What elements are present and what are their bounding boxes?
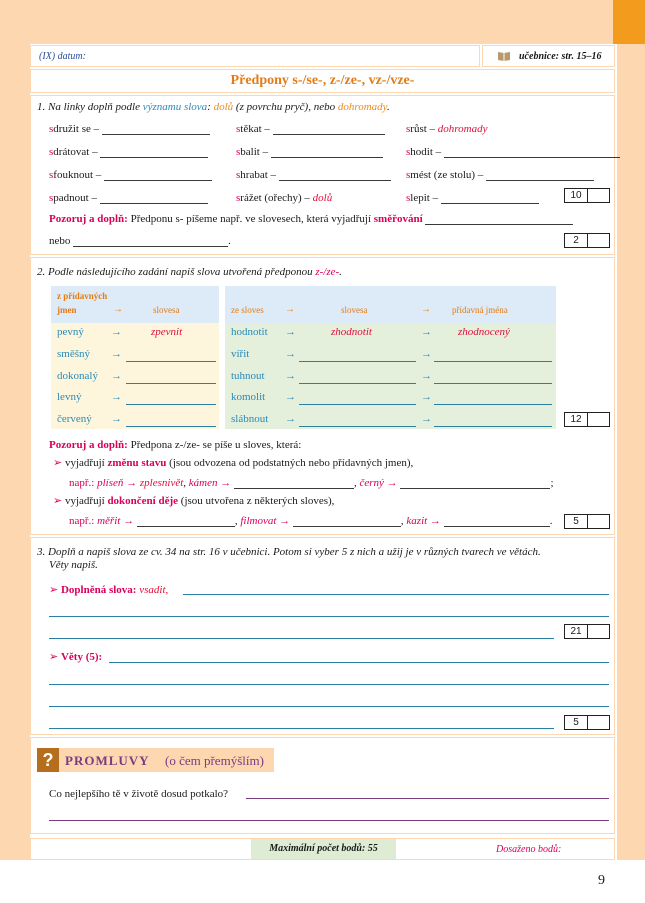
ex3-instruction-l1: 3. Doplň a napiš slova ze cv. 34 na str. 16 v učebnici. Potom si vyber 5 z nich a užij je v různých tvarech ve větách. — [37, 546, 541, 558]
ex1-item — [236, 192, 381, 204]
ex1-item-word: lepit – — [410, 192, 439, 204]
ex1-note-or: nebo — [49, 235, 71, 247]
ex2-instruction — [37, 266, 342, 278]
ex2-left-blank[interactable] — [126, 383, 216, 384]
right-arrow-icon: → — [111, 413, 122, 425]
top-margin-band — [0, 0, 645, 44]
right-arrow-icon: → — [421, 348, 432, 360]
ex2-prefix: z-/ze- — [315, 266, 340, 278]
ex1-item-prefix: s — [406, 146, 411, 158]
bullet-arrow-icon: ➢ — [53, 495, 63, 507]
ex1-item-blank[interactable] — [104, 169, 212, 181]
date-box — [30, 45, 480, 67]
ex1-item-blank[interactable] — [438, 123, 546, 135]
ex2-instr: 2. Podle následujícího zadání napiš slova utvořená předponou — [37, 266, 313, 278]
ex2-example-2: např.: měřit → , filmovat → , kazit → . — [69, 515, 553, 527]
ex1-item — [406, 146, 620, 158]
ex2-b1-pre: vyjadřují — [64, 457, 105, 469]
ex1-item-prefix: s — [49, 123, 54, 135]
ex1-note — [49, 213, 573, 225]
ex2-right-head-arrow-1: → — [285, 304, 295, 315]
ex1-opt2: dohromady — [337, 101, 387, 113]
ex1-item-blank[interactable] — [273, 123, 385, 135]
ex2-left-blank[interactable] — [126, 404, 216, 405]
ex2-left-head-2: jmen — [57, 305, 77, 315]
right-margin-band — [617, 44, 645, 860]
right-arrow-icon: → — [111, 370, 122, 382]
ex2-left-head-arrow: → — [113, 304, 123, 315]
ex1-item-word: balit – — [240, 146, 269, 158]
ex1-note-word: směřování — [373, 213, 423, 225]
ex2-right-blank-adj[interactable] — [434, 383, 552, 384]
ex2-left-blank[interactable] — [126, 361, 216, 362]
ex2-right-answer-verb: zhodnotit — [331, 326, 372, 338]
ex2-ex2-a: měřit → — [97, 515, 135, 527]
ex1-note-end — [49, 235, 231, 247]
page-number: 9 — [598, 873, 605, 888]
ex1-item — [236, 169, 391, 181]
ex1-item-prefix: s — [49, 169, 54, 181]
ex1-note-blank-1[interactable] — [425, 213, 573, 225]
ex2-left-table-header — [51, 286, 219, 323]
ex1-item-blank[interactable] — [444, 146, 620, 158]
ex1-note-text: Předponu s- píšeme např. ve slovesech, která vyjadřují — [130, 213, 371, 225]
ex1-item-word: padnout – — [53, 192, 97, 204]
title-box — [30, 69, 615, 93]
ex2-note-text: Předpona z-/ze- se píše u sloves, která: — [130, 439, 302, 451]
ex1-instr-b: významu slova — [142, 101, 208, 113]
ex2-left-word: směšný — [57, 348, 90, 360]
ex3-label-sentences: Věty (5): — [60, 651, 103, 663]
ex3-line-1[interactable] — [183, 594, 609, 595]
right-arrow-icon: → — [111, 348, 122, 360]
ex1-item — [406, 169, 594, 181]
right-arrow-icon: → — [421, 413, 432, 425]
ex1-item-prefix: s — [49, 146, 54, 158]
right-arrow-icon: → — [421, 391, 432, 403]
ex1-instr-c: : — [207, 101, 211, 113]
ex2-right-table-header — [225, 286, 556, 323]
ex1-item-word: mést (ze stolu) – — [410, 169, 484, 181]
ex3-score-box-1 — [564, 624, 610, 639]
ex1-item-word: družit se – — [53, 123, 100, 135]
ex2-ex2-c: kazit → — [406, 515, 441, 527]
ex1-item-blank[interactable] — [100, 192, 208, 204]
ex2-right-blank-verb[interactable] — [299, 383, 416, 384]
ex1-item — [49, 123, 210, 135]
ex1-instruction — [37, 101, 390, 113]
ex1-item-word: těkat – — [240, 123, 270, 135]
ex1-item-blank[interactable] — [102, 123, 210, 135]
ex2-right-blank-verb[interactable] — [299, 361, 416, 362]
ex2-ex2-a-blank[interactable] — [137, 515, 235, 527]
ex1-item-answer: dohromady — [437, 123, 488, 135]
promluvy-line-1[interactable] — [246, 798, 609, 799]
exercise-3 — [30, 537, 615, 735]
ex2-note-label: Pozoruj a doplň: — [49, 439, 128, 451]
promluvy-question: Co nejlepšího tě v životě dosud potkalo? — [49, 788, 229, 800]
bullet-arrow-icon: ➢ — [49, 584, 59, 596]
ex1-item-prefix: s — [236, 146, 241, 158]
page-title-main: Předpony — [230, 73, 289, 88]
ex2-right-blank-verb[interactable] — [299, 404, 416, 405]
ex3-line-5[interactable] — [49, 684, 609, 685]
ex2-right-word: vířit — [231, 348, 250, 360]
ex2-left-word: červený — [57, 413, 92, 425]
ex1-item-word: rážet (ořechy) – — [240, 192, 310, 204]
ex1-item — [236, 123, 385, 135]
ex3-answer-words: vsadit, — [139, 584, 169, 596]
ex1-item-blank[interactable] — [100, 146, 208, 158]
exercise-2 — [30, 257, 615, 535]
ex1-item-answer: dolů — [312, 192, 333, 204]
ex2-b2-post: (jsou utvořena z některých sloves), — [180, 495, 335, 507]
ex2-right-blank-verb[interactable] — [299, 426, 416, 427]
ex1-item-prefix: s — [236, 169, 241, 181]
ex1-instr-e: . — [386, 101, 390, 113]
ex1-item-word: hodit – — [410, 146, 442, 158]
ex1-item-prefix: s — [406, 123, 411, 135]
ex1-item-word: hrabat – — [240, 169, 277, 181]
ex3-sentences-row — [49, 650, 102, 663]
ex1-item-word: růst – — [410, 123, 436, 135]
ex1-item — [406, 123, 546, 135]
ex1-item-prefix: s — [236, 192, 241, 204]
ex1-item-prefix: s — [406, 192, 411, 204]
right-arrow-icon: → — [285, 370, 296, 382]
ex1-item-blank[interactable] — [313, 192, 381, 204]
ex1-item — [49, 192, 208, 204]
book-icon — [497, 51, 511, 61]
ex2-ex1-end: ; — [550, 477, 554, 489]
right-arrow-icon: → — [285, 413, 296, 425]
right-arrow-icon: → — [111, 391, 122, 403]
ex2-right-word: komolit — [231, 391, 266, 403]
ex2-right-blank-adj[interactable] — [434, 361, 552, 362]
promluvy-header — [37, 748, 274, 772]
left-margin-band — [0, 44, 30, 860]
page-title — [231, 73, 415, 88]
ex2-ex2-end: . — [549, 515, 553, 527]
ex2-ex1-a: plíseň → — [97, 477, 138, 489]
ex1-item-prefix: s — [236, 123, 241, 135]
ex1-item — [49, 169, 212, 181]
chapter-tab — [613, 0, 645, 44]
ex2-right-table-body — [225, 323, 556, 429]
textbook-ref-box — [482, 45, 615, 67]
ex2-b1-bold: změnu stavu — [107, 457, 167, 469]
ex2-ex1-b-blank[interactable] — [234, 477, 354, 489]
ex2-right-head-1: ze sloves — [231, 305, 264, 315]
page-title-rest: s-/se-, z-/ze-, vz-/vze- — [292, 73, 415, 88]
ex1-score-box-1 — [564, 188, 610, 203]
ex2-b2-bold: dokončení děje — [107, 495, 179, 507]
ex2-left-blank[interactable] — [126, 426, 216, 427]
ex1-opt1: dolů — [213, 101, 234, 113]
ex1-instr-a: 1. Na linky doplň podle — [37, 101, 140, 113]
ex2-right-word: slábnout — [231, 413, 269, 425]
ex3-line-2[interactable] — [49, 616, 609, 617]
ex3-line-3[interactable] — [49, 638, 554, 639]
ex2-right-head-3: přídavná jména — [452, 305, 508, 315]
ex3-instruction-l2: Věty napiš. — [49, 559, 98, 571]
ex1-item-word: fouknout – — [53, 169, 102, 181]
ex2-bullet-2 — [53, 494, 334, 507]
ex3-line-4[interactable] — [109, 662, 609, 663]
ex2-right-blank-adj[interactable] — [434, 426, 552, 427]
ex2-ex1-label: např.: — [69, 477, 95, 489]
ex2-max-points-2: 5 — [565, 515, 588, 528]
ex2-ex1-a-answer: zplesnivět — [139, 477, 184, 489]
max-points-cell — [251, 839, 396, 859]
right-arrow-icon: → — [421, 370, 432, 382]
ex2-right-blank-adj[interactable] — [434, 404, 552, 405]
ex2-score-box-1 — [564, 412, 610, 427]
ex2-left-word: pevný — [57, 326, 84, 338]
question-icon: ? — [37, 748, 59, 772]
date-label: (IX) datum: — [39, 51, 86, 62]
ex2-b2-pre: vyjadřují — [64, 495, 105, 507]
ex2-left-head-1: z přídavných — [57, 291, 108, 301]
ex2-instr-end: . — [339, 266, 342, 278]
ex1-item-blank[interactable] — [271, 146, 383, 158]
ex2-b1-post: (jsou odvozena od podstatných nebo přídavných jmen), — [169, 457, 414, 469]
promluvy-title: PROMLUVY — [65, 753, 150, 768]
ex2-left-word: levný — [57, 391, 82, 403]
ex2-score-box-2 — [564, 514, 610, 529]
ex1-item-word: drátovat – — [53, 146, 98, 158]
ex1-score-box-2 — [564, 233, 610, 248]
right-arrow-icon: → — [421, 326, 432, 338]
bullet-arrow-icon: ➢ — [53, 457, 63, 469]
ex2-ex1-b: kámen → — [188, 477, 232, 489]
ex1-max-points-2: 2 — [565, 234, 588, 247]
bullet-arrow-icon: ➢ — [49, 651, 59, 663]
ex3-words-row — [49, 583, 168, 596]
ex1-item-prefix: s — [49, 192, 54, 204]
ex2-ex2-label: např.: — [69, 515, 95, 527]
textbook-reference: učebnice: str. 15–16 — [519, 51, 602, 62]
ex2-right-answer-adj: zhodnocený — [458, 326, 510, 338]
ex3-label-words: Doplněná slova: — [60, 584, 137, 596]
ex2-left-head-3: slovesa — [153, 305, 180, 315]
achieved-points-label: Dosaženo bodů: — [496, 844, 562, 855]
ex2-example-1: např.: plíseň → zplesnivět, kámen → , černý → ; — [69, 477, 554, 489]
ex2-left-word: dokonalý — [57, 370, 98, 382]
ex2-right-head-arrow-2: → — [421, 304, 431, 315]
ex2-ex1-c: černý → — [359, 477, 398, 489]
right-arrow-icon: → — [111, 326, 122, 338]
promluvy-box — [30, 737, 615, 834]
ex1-item-blank[interactable] — [486, 169, 594, 181]
ex2-ex1-c-blank[interactable] — [400, 477, 550, 489]
right-arrow-icon: → — [285, 326, 296, 338]
ex2-ex2-b-blank[interactable] — [293, 515, 401, 527]
ex2-bullet-1 — [53, 456, 413, 469]
ex1-note-label: Pozoruj a doplň: — [49, 213, 128, 225]
ex2-left-answer: zpevnit — [151, 326, 183, 338]
ex2-note — [49, 439, 301, 451]
ex2-ex2-c-blank[interactable] — [444, 515, 550, 527]
max-points-label: Maximální počet bodů: 55 — [269, 843, 378, 854]
ex1-item-blank[interactable] — [441, 192, 539, 204]
ex3-max-points-1: 21 — [565, 625, 588, 638]
ex1-item — [406, 192, 539, 204]
right-arrow-icon: → — [285, 348, 296, 360]
footer-box — [30, 838, 615, 860]
promluvy-subtitle: (o čem přemýšlím) — [165, 753, 264, 768]
ex1-note-period: . — [228, 235, 231, 247]
ex3-score-box-2 — [564, 715, 610, 730]
ex1-item-prefix: s — [406, 169, 411, 181]
promluvy-line-2[interactable] — [49, 820, 609, 821]
ex1-item-blank[interactable] — [279, 169, 391, 181]
ex3-max-points-2: 5 — [565, 716, 588, 729]
ex3-line-7[interactable] — [49, 728, 554, 729]
ex1-item — [236, 146, 383, 158]
ex2-ex2-b: filmovat → — [240, 515, 291, 527]
exercise-1 — [30, 95, 615, 255]
ex2-right-head-2: slovesa — [341, 305, 368, 315]
right-arrow-icon: → — [285, 391, 296, 403]
ex1-note-blank-2[interactable] — [73, 235, 228, 247]
ex2-max-points-1: 12 — [565, 413, 588, 426]
ex3-line-6[interactable] — [49, 706, 609, 707]
ex1-item — [49, 146, 208, 158]
ex2-right-word: hodnotit — [231, 326, 268, 338]
ex1-max-points-1: 10 — [565, 189, 588, 202]
ex1-instr-d: (z povrchu pryč), nebo — [235, 101, 336, 113]
ex2-right-word: tuhnout — [231, 370, 265, 382]
